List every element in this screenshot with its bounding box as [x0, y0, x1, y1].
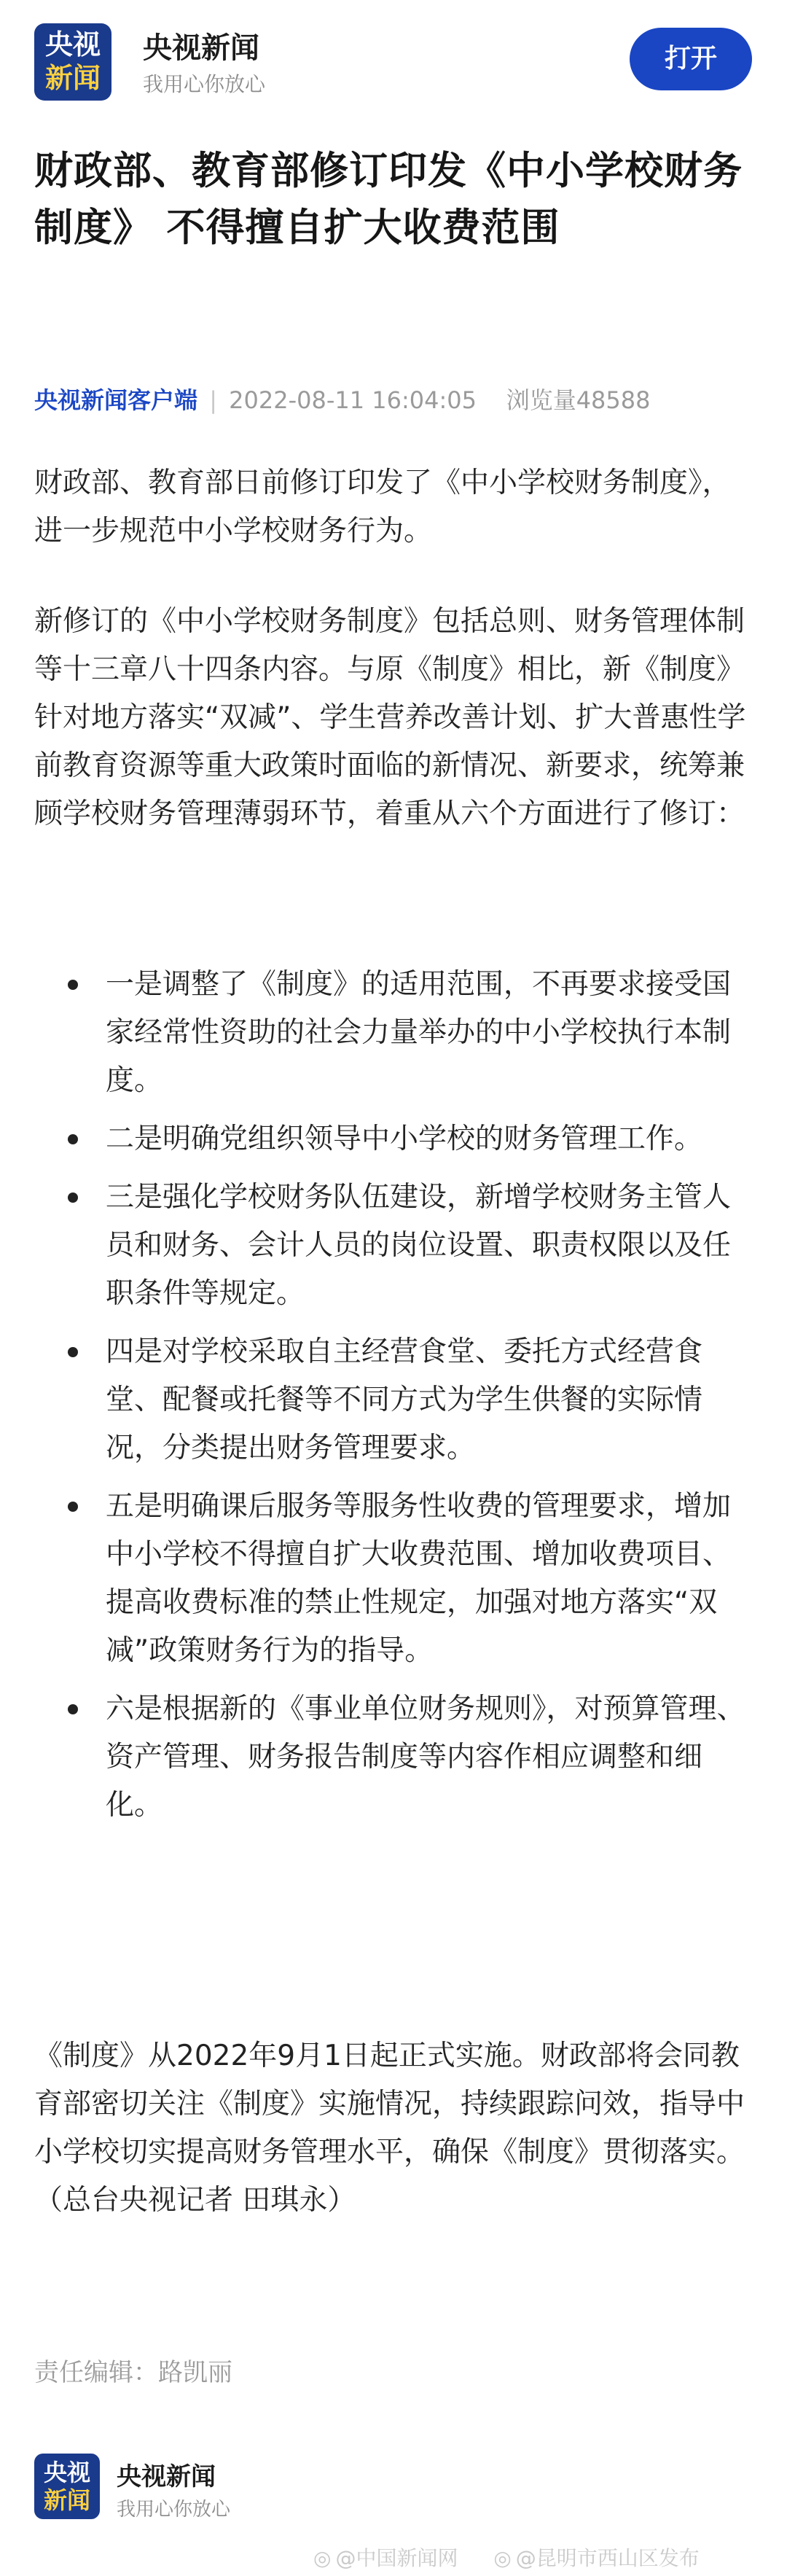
- revision-list: [34, 961, 756, 1840]
- list-item: [34, 1115, 756, 1163]
- article-views: 浏览量48588: [506, 386, 651, 414]
- paragraph-summary: 新修订的《中小学校财务制度》包括总则、财务管理体制等十三章八十四条内容。与原《制度》相比，新《制度》针对地方落实“双减”、学生营养改善计划、扩大普惠性学前教育资源等重大政策时面临的新情况、新要求，统筹兼顾学校财务管理薄弱环节，着重从六个方面进行了修订：: [34, 605, 746, 830]
- article-source[interactable]: 央视新闻客户端: [34, 386, 198, 414]
- article-title: 财政部、教育部修订印发《中小学校财务制度》 不得擅自扩大收费范围: [34, 149, 743, 250]
- app-logo[interactable]: [34, 23, 111, 101]
- footer-brand-name: 央视新闻: [117, 2462, 216, 2491]
- list-item-text: 六是根据新的《事业单位财务规则》，对预算管理、资产管理、财务报告制度等内容作相应调整和细化。: [106, 1693, 745, 1822]
- bullet-dot-icon: [68, 1502, 78, 1512]
- app-banner: [0, 0, 787, 124]
- list-item: [34, 961, 756, 1105]
- bullet-dot-icon: [68, 1704, 78, 1714]
- brand-name: 央视新闻: [143, 31, 259, 65]
- weibo-icon: ◎: [493, 2546, 512, 2570]
- watermark: [313, 2542, 458, 2572]
- bullet-dot-icon: [68, 1134, 78, 1144]
- list-item-text: 一是调整了《制度》的适用范围，不再要求接受国家经常性资助的社会力量举办的中小学校执行本制度。: [106, 968, 732, 1097]
- paragraph-intro: 财政部、教育部日前修订印发了《中小学校财务制度》，进一步规范中小学校财务行为。: [34, 467, 731, 547]
- list-item-text: 四是对学校采取自主经营食堂、委托方式经营食堂、配餐或托餐等不同方式为学生供餐的实际情况，分类提出财务管理要求。: [106, 1335, 703, 1464]
- open-app-button[interactable]: 打开: [630, 28, 752, 90]
- bullet-dot-icon: [68, 980, 78, 990]
- list-item-text: 二是明确党组织领导中小学校的财务管理工作。: [106, 1123, 703, 1155]
- footer-logo-line2: 新闻: [43, 2486, 90, 2514]
- watermark-text: @中国新闻网: [335, 2546, 458, 2570]
- responsible-editor: 责任编辑：路凯丽: [34, 2358, 232, 2387]
- weibo-icon: ◎: [313, 2546, 332, 2570]
- footer-logo[interactable]: [34, 2454, 100, 2519]
- bullet-dot-icon: [68, 1193, 78, 1203]
- list-item-text: 三是强化学校财务队伍建设，新增学校财务主管人员和财务、会计人员的岗位设置、职责权限以及任职条件等规定。: [106, 1181, 732, 1310]
- logo-line2: 新闻: [44, 62, 101, 94]
- list-item: [34, 1685, 756, 1830]
- logo-line1: 央视: [44, 28, 101, 61]
- bullet-dot-icon: [68, 1347, 78, 1357]
- footer-brand-slogan: 我用心你放心: [117, 2499, 231, 2521]
- watermark: [493, 2542, 699, 2572]
- footer-logo-line1: 央视: [43, 2459, 90, 2486]
- watermark-text: @昆明市西山区发布: [515, 2546, 700, 2570]
- article-datetime: 2022-08-11 16:04:05: [229, 386, 477, 414]
- watermark-bar: [313, 2542, 780, 2572]
- article-meta: [34, 382, 651, 415]
- list-item: [34, 1328, 756, 1472]
- list-item: [34, 1483, 756, 1675]
- meta-separator: |: [209, 386, 217, 414]
- list-item: [34, 1174, 756, 1318]
- paragraph-closing: 《制度》从2022年9月1日起正式实施。财政部将会同教育部密切关注《制度》实施情况，持续跟踪问效，指导中小学校切实提高财务管理水平，确保《制度》贯彻落实。（总台央视记者 田琪永）: [34, 2040, 745, 2217]
- list-item-text: 五是明确课后服务等服务性收费的管理要求，增加中小学校不得擅自扩大收费范围、增加收费项目、提高收费标准的禁止性规定，加强对地方落实“双减”政策财务行为的指导。: [106, 1490, 732, 1667]
- brand-slogan: 我用心你放心: [143, 72, 266, 96]
